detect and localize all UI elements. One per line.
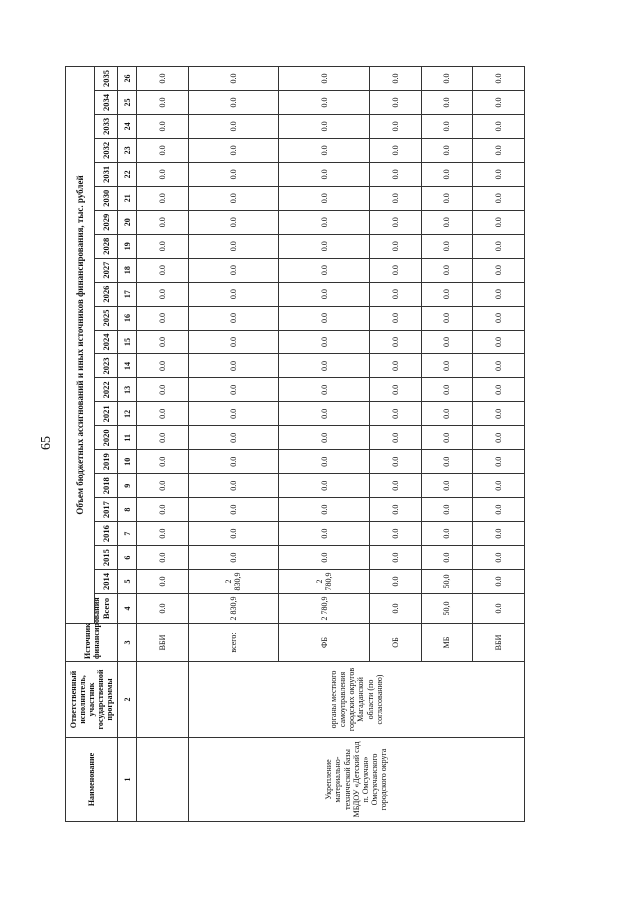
value-cell: 0.0 xyxy=(279,498,370,522)
value-cell: 0.0 xyxy=(188,378,279,402)
value-cell: 0.0 xyxy=(369,162,421,186)
value-cell: 0.0 xyxy=(188,426,279,450)
column-number: 17 xyxy=(118,282,137,306)
header-year: 2029 xyxy=(95,210,118,234)
value-cell: 0.0 xyxy=(369,546,421,570)
value-cell: 0.0 xyxy=(421,258,473,282)
value-cell: 0.0 xyxy=(473,402,525,426)
value-cell: 0.0 xyxy=(421,426,473,450)
value-cell: 0.0 xyxy=(421,378,473,402)
total-cell: 2 830,9 xyxy=(188,594,279,624)
total-cell: 0.0 xyxy=(369,594,421,624)
value-cell: 0.0 xyxy=(473,546,525,570)
header-year: 2031 xyxy=(95,162,118,186)
value-cell: 50,0 xyxy=(421,570,473,594)
column-number: 19 xyxy=(118,234,137,258)
value-cell: 0.0 xyxy=(369,258,421,282)
value-cell: 0.0 xyxy=(421,402,473,426)
source-cell: ВБИ xyxy=(137,624,189,662)
column-number: 23 xyxy=(118,138,137,162)
value-cell: 0.0 xyxy=(279,234,370,258)
value-cell: 0.0 xyxy=(369,306,421,330)
column-number: 24 xyxy=(118,114,137,138)
value-cell: 2 830,9 xyxy=(188,570,279,594)
header-name: Наименование xyxy=(66,738,118,822)
header-year: 2032 xyxy=(95,138,118,162)
value-cell: 0.0 xyxy=(369,138,421,162)
header-responsible: Ответственный исполнитель, участник государственной программы xyxy=(66,662,118,738)
value-cell: 0.0 xyxy=(188,354,279,378)
value-cell: 0.0 xyxy=(473,162,525,186)
value-cell: 0.0 xyxy=(369,330,421,354)
budget-table xyxy=(65,66,525,822)
value-cell: 0.0 xyxy=(137,258,189,282)
value-cell: 0.0 xyxy=(369,210,421,234)
value-cell: 0.0 xyxy=(137,234,189,258)
column-number: 22 xyxy=(118,162,137,186)
value-cell: 0.0 xyxy=(421,306,473,330)
value-cell: 0.0 xyxy=(473,330,525,354)
value-cell: 0.0 xyxy=(473,306,525,330)
column-number: 9 xyxy=(118,474,137,498)
source-cell: ФБ xyxy=(279,624,370,662)
column-number: 1 xyxy=(118,738,137,822)
value-cell: 0.0 xyxy=(421,330,473,354)
header-year: 2025 xyxy=(95,306,118,330)
header-year: 2019 xyxy=(95,450,118,474)
column-number: 26 xyxy=(118,67,137,91)
value-cell: 0.0 xyxy=(188,138,279,162)
header-year: 2023 xyxy=(95,354,118,378)
value-cell: 0.0 xyxy=(137,522,189,546)
value-cell: 0.0 xyxy=(188,402,279,426)
source-cell: всего: xyxy=(188,624,279,662)
column-number: 8 xyxy=(118,498,137,522)
value-cell: 0.0 xyxy=(473,90,525,114)
program-name-cell: Укрепление материально-технической базы МБДОУ «Детский сад п. Омсукчан» Омсукчанского городского округа xyxy=(188,738,524,822)
header-total: Всего xyxy=(95,594,118,624)
value-cell: 0.0 xyxy=(188,162,279,186)
value-cell: 0.0 xyxy=(369,378,421,402)
value-cell: 0.0 xyxy=(137,354,189,378)
header-year: 2014 xyxy=(95,570,118,594)
value-cell: 0.0 xyxy=(188,210,279,234)
value-cell: 0.0 xyxy=(421,450,473,474)
value-cell: 0.0 xyxy=(421,114,473,138)
header-year: 2020 xyxy=(95,426,118,450)
value-cell: 0.0 xyxy=(473,258,525,282)
value-cell: 0.0 xyxy=(188,498,279,522)
value-cell: 0.0 xyxy=(473,234,525,258)
value-cell: 0.0 xyxy=(279,67,370,91)
value-cell: 0.0 xyxy=(369,67,421,91)
value-cell: 0.0 xyxy=(369,114,421,138)
column-number: 20 xyxy=(118,210,137,234)
header-year: 2017 xyxy=(95,498,118,522)
value-cell: 0.0 xyxy=(473,67,525,91)
header-year: 2021 xyxy=(95,402,118,426)
value-cell: 0.0 xyxy=(137,162,189,186)
value-cell: 0.0 xyxy=(369,402,421,426)
header-year: 2024 xyxy=(95,330,118,354)
value-cell: 0.0 xyxy=(279,450,370,474)
value-cell: 0.0 xyxy=(137,90,189,114)
header-year: 2018 xyxy=(95,474,118,498)
value-cell: 0.0 xyxy=(279,162,370,186)
value-cell: 0.0 xyxy=(473,474,525,498)
value-cell: 0.0 xyxy=(188,522,279,546)
value-cell: 0.0 xyxy=(369,426,421,450)
value-cell: 0.0 xyxy=(137,402,189,426)
column-number: 14 xyxy=(118,354,137,378)
header-volume: Объем бюджетных ассигнований и иных источников финансирования, тыс. рублей xyxy=(66,67,95,624)
column-number: 13 xyxy=(118,378,137,402)
header-source: Источник финансирования xyxy=(66,624,118,662)
value-cell: 0.0 xyxy=(279,138,370,162)
value-cell: 0.0 xyxy=(279,306,370,330)
value-cell: 0.0 xyxy=(421,162,473,186)
value-cell: 0.0 xyxy=(421,67,473,91)
value-cell: 0.0 xyxy=(188,474,279,498)
table-row xyxy=(188,67,279,822)
value-cell: 0.0 xyxy=(421,90,473,114)
value-cell: 0.0 xyxy=(421,210,473,234)
value-cell: 0.0 xyxy=(137,546,189,570)
value-cell: 0.0 xyxy=(188,67,279,91)
value-cell: 0.0 xyxy=(421,498,473,522)
empty-name-cell xyxy=(137,738,189,822)
header-year: 2016 xyxy=(95,522,118,546)
header-year: 2026 xyxy=(95,282,118,306)
value-cell: 0.0 xyxy=(473,114,525,138)
value-cell: 0.0 xyxy=(279,282,370,306)
value-cell: 0.0 xyxy=(421,138,473,162)
value-cell: 0.0 xyxy=(473,522,525,546)
value-cell: 0.0 xyxy=(473,378,525,402)
value-cell: 0.0 xyxy=(279,402,370,426)
total-cell: 2 780,9 xyxy=(279,594,370,624)
value-cell: 0.0 xyxy=(279,426,370,450)
value-cell: 0.0 xyxy=(137,474,189,498)
value-cell: 0.0 xyxy=(137,210,189,234)
value-cell: 0.0 xyxy=(137,138,189,162)
value-cell: 0.0 xyxy=(369,474,421,498)
value-cell: 0.0 xyxy=(137,282,189,306)
value-cell: 0.0 xyxy=(279,474,370,498)
value-cell: 0.0 xyxy=(188,546,279,570)
budget-table-rotated xyxy=(65,66,525,822)
value-cell: 0.0 xyxy=(188,114,279,138)
value-cell: 0.0 xyxy=(473,186,525,210)
value-cell: 0.0 xyxy=(279,90,370,114)
header-year: 2035 xyxy=(95,67,118,91)
column-number: 3 xyxy=(118,624,137,662)
value-cell: 0.0 xyxy=(473,210,525,234)
value-cell: 0.0 xyxy=(188,90,279,114)
value-cell: 0.0 xyxy=(369,570,421,594)
column-number: 16 xyxy=(118,306,137,330)
column-number: 6 xyxy=(118,546,137,570)
value-cell: 0.0 xyxy=(473,426,525,450)
value-cell: 0.0 xyxy=(279,114,370,138)
total-cell: 0.0 xyxy=(137,594,189,624)
value-cell: 0.0 xyxy=(188,330,279,354)
value-cell: 0.0 xyxy=(279,210,370,234)
value-cell: 0.0 xyxy=(421,474,473,498)
value-cell: 0.0 xyxy=(473,498,525,522)
header-year: 2033 xyxy=(95,114,118,138)
source-cell: МБ xyxy=(421,624,473,662)
value-cell: 0.0 xyxy=(369,186,421,210)
value-cell: 0.0 xyxy=(473,570,525,594)
value-cell: 0.0 xyxy=(188,258,279,282)
column-number: 10 xyxy=(118,450,137,474)
column-number: 11 xyxy=(118,426,137,450)
value-cell: 0.0 xyxy=(369,450,421,474)
table-row xyxy=(137,67,189,822)
value-cell: 0.0 xyxy=(279,354,370,378)
value-cell: 0.0 xyxy=(279,330,370,354)
value-cell: 0.0 xyxy=(137,67,189,91)
value-cell: 0.0 xyxy=(369,498,421,522)
value-cell: 0.0 xyxy=(421,546,473,570)
value-cell: 0.0 xyxy=(421,234,473,258)
header-year: 2028 xyxy=(95,234,118,258)
value-cell: 0.0 xyxy=(473,354,525,378)
column-number: 18 xyxy=(118,258,137,282)
value-cell: 0.0 xyxy=(421,186,473,210)
empty-responsible-cell xyxy=(137,662,189,738)
header-year: 2030 xyxy=(95,186,118,210)
value-cell: 0.0 xyxy=(188,306,279,330)
value-cell: 0.0 xyxy=(137,450,189,474)
column-number: 4 xyxy=(118,594,137,624)
value-cell: 0.0 xyxy=(279,522,370,546)
value-cell: 0.0 xyxy=(369,234,421,258)
source-cell: ВБИ xyxy=(473,624,525,662)
value-cell: 0.0 xyxy=(369,522,421,546)
value-cell: 0.0 xyxy=(137,570,189,594)
column-number: 15 xyxy=(118,330,137,354)
column-number: 5 xyxy=(118,570,137,594)
value-cell: 0.0 xyxy=(369,354,421,378)
header-year: 2022 xyxy=(95,378,118,402)
value-cell: 0.0 xyxy=(279,258,370,282)
responsible-cell: органы местного самоуправления городских округов Магаданской области (по согласованию) xyxy=(188,662,524,738)
header-year: 2027 xyxy=(95,258,118,282)
value-cell: 0.0 xyxy=(421,354,473,378)
value-cell: 0.0 xyxy=(137,426,189,450)
value-cell: 0.0 xyxy=(279,378,370,402)
column-number: 25 xyxy=(118,90,137,114)
value-cell: 0.0 xyxy=(137,378,189,402)
header-year: 2015 xyxy=(95,546,118,570)
value-cell: 0.0 xyxy=(137,114,189,138)
total-cell: 0.0 xyxy=(473,594,525,624)
column-number: 2 xyxy=(118,662,137,738)
value-cell: 0.0 xyxy=(188,282,279,306)
column-number: 21 xyxy=(118,186,137,210)
table-wrapper xyxy=(65,66,525,822)
value-cell: 0.0 xyxy=(188,450,279,474)
value-cell: 0.0 xyxy=(473,450,525,474)
column-number: 7 xyxy=(118,522,137,546)
source-cell: ОБ xyxy=(369,624,421,662)
value-cell: 2 780,9 xyxy=(279,570,370,594)
value-cell: 0.0 xyxy=(421,282,473,306)
value-cell: 0.0 xyxy=(421,522,473,546)
value-cell: 0.0 xyxy=(473,282,525,306)
value-cell: 0.0 xyxy=(188,234,279,258)
value-cell: 0.0 xyxy=(137,330,189,354)
value-cell: 0.0 xyxy=(369,90,421,114)
page-number: 65 xyxy=(39,436,54,450)
value-cell: 0.0 xyxy=(137,186,189,210)
value-cell: 0.0 xyxy=(137,498,189,522)
value-cell: 0.0 xyxy=(473,138,525,162)
value-cell: 0.0 xyxy=(137,306,189,330)
column-number: 12 xyxy=(118,402,137,426)
value-cell: 0.0 xyxy=(188,186,279,210)
total-cell: 50,0 xyxy=(421,594,473,624)
value-cell: 0.0 xyxy=(279,546,370,570)
header-year: 2034 xyxy=(95,90,118,114)
value-cell: 0.0 xyxy=(279,186,370,210)
value-cell: 0.0 xyxy=(369,282,421,306)
